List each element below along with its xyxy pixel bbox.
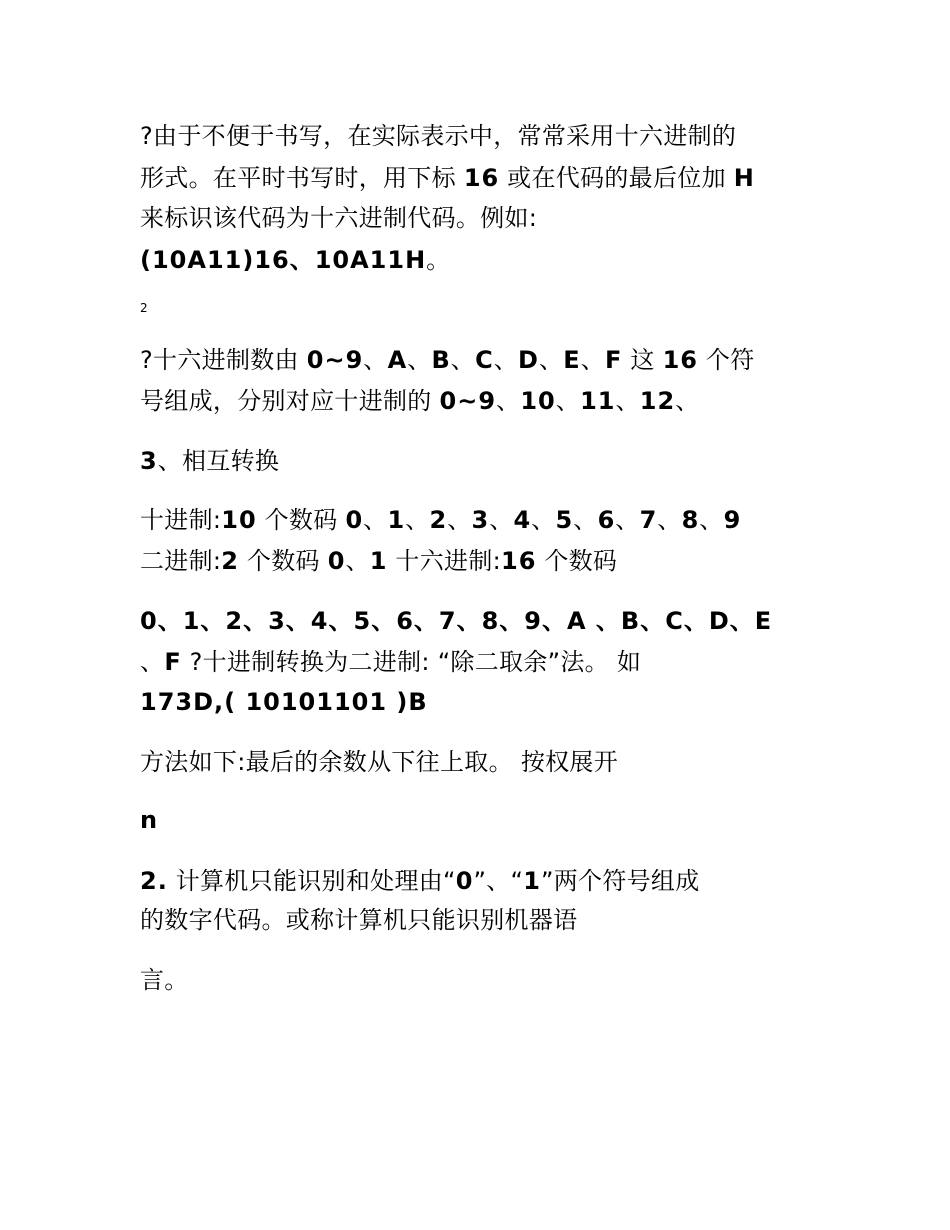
para2-line2 (140, 381, 700, 421)
text: 计算机只能识别和处理由“ (167, 867, 456, 895)
text: 、 (493, 346, 519, 374)
text-bold: 1 (369, 547, 388, 575)
heading-number: 3 (140, 447, 158, 475)
text-bold: 1 (523, 867, 541, 895)
text: 个符 (697, 346, 755, 374)
text: 、 (555, 387, 581, 415)
text-bold: 16 (463, 164, 500, 192)
text-bold: 7 (639, 506, 658, 534)
para8 (140, 960, 189, 1000)
text: 个数码 (536, 547, 618, 575)
text-bold: 6 (597, 506, 616, 534)
text: 方法如下:最后的余数从下往上取。 按权展开 (140, 748, 619, 776)
text-bold: 16 (662, 346, 698, 374)
text-bold: 0 (327, 547, 346, 575)
text-bold: F (605, 346, 623, 374)
text: 的数字代码。或称计算机只能识别机器语 (140, 906, 578, 934)
para3-line1 (140, 500, 741, 540)
text: 、 (580, 346, 605, 374)
text-bold: 3 (471, 506, 490, 534)
text: 个数码 (239, 547, 328, 575)
text-bold: 5 (555, 506, 574, 534)
para3-line2 (140, 541, 617, 581)
para2-line1 (140, 340, 755, 380)
text: 个数码 (256, 506, 346, 534)
text: 或在代码的最后位加 (499, 164, 734, 192)
para1-line1 (140, 116, 736, 156)
para1-line3 (140, 198, 537, 238)
text: 、 (447, 506, 472, 534)
text: ”两个符号组成 (540, 867, 700, 895)
text: ?由于不便于书写，在实际表示中，常常采用十六进制的 (140, 122, 737, 150)
text: 十进制: (140, 506, 222, 534)
para5 (140, 742, 618, 782)
para7-line2 (140, 900, 577, 940)
text: 、 (363, 346, 388, 374)
text-bold: F (164, 648, 182, 676)
text: 形式。在平时书写时，用下标 (140, 164, 464, 192)
text: 、 (573, 506, 598, 534)
text: 。 (426, 246, 451, 274)
para4-line1 (140, 601, 772, 641)
text: ?十进制转换为二进制: “除二取余”法。 如 (181, 648, 642, 676)
section-heading (140, 441, 279, 481)
text: 言。 (140, 966, 189, 994)
text: 、 (699, 506, 724, 534)
text-bold: D (518, 346, 539, 374)
text: ”、“ (473, 867, 524, 895)
text: 、 (496, 387, 521, 415)
text: 、 (450, 346, 476, 374)
text-bold: 0~9 (306, 346, 364, 374)
text: 、 (345, 547, 370, 575)
text: 2 (140, 301, 148, 315)
para4-line3 (140, 682, 428, 722)
text-bold: 0、1、2、3、4、5、6、7、8、9、A 、B、C、D、E (140, 607, 773, 635)
text-bold: 12 (639, 387, 676, 415)
text-bold: 0 (345, 506, 364, 534)
footnote-marker (140, 300, 148, 316)
text: 二进制: (140, 547, 222, 575)
text-bold: A (387, 346, 408, 374)
text: 、 (405, 506, 430, 534)
para1-line2 (140, 158, 755, 198)
text: 、 (407, 346, 432, 374)
text: 号组成，分别对应十进制的 (140, 387, 440, 415)
text-bold: 9 (723, 506, 742, 534)
para4-line2 (140, 642, 641, 682)
text: 来标识该代码为十六进制代码。例如: (140, 204, 538, 232)
text: 、 (675, 387, 700, 415)
text-bold: 4 (513, 506, 532, 534)
text-bold: 8 (681, 506, 700, 534)
para1-line4 (140, 240, 450, 280)
text: 、 (615, 506, 640, 534)
text-bold: 16 (501, 547, 537, 575)
text-bold: (10A11)16、10A11H (140, 246, 427, 274)
text-bold: 2 (221, 547, 239, 575)
text-bold: 0 (455, 867, 474, 895)
text-bold: B (431, 346, 451, 374)
text: 、 (615, 387, 640, 415)
para7-line1 (140, 861, 700, 901)
para6 (140, 800, 158, 840)
text: 、 (140, 648, 165, 676)
text: 、 (531, 506, 556, 534)
text: 、 (489, 506, 514, 534)
text-bold: 10 (221, 506, 257, 534)
text-bold: 0~9 (439, 387, 497, 415)
text-bold: 2 (429, 506, 448, 534)
text-bold: n (140, 806, 159, 834)
text-bold: C (475, 346, 494, 374)
text: 这 (622, 346, 663, 374)
text-bold: 2. (140, 867, 168, 895)
text: ?十六进制数由 (140, 346, 307, 374)
text: 、 (363, 506, 388, 534)
text-bold: 10 (520, 387, 556, 415)
text-bold: 173D,( 10101101 )B (140, 688, 428, 716)
text-bold: 1 (387, 506, 406, 534)
text: 十六进制: (387, 547, 501, 575)
text: 、 (538, 346, 564, 374)
text-bold: 11 (580, 387, 616, 415)
text-bold: H (733, 164, 755, 192)
text-bold: E (563, 346, 581, 374)
heading-text: 、相互转换 (157, 447, 280, 475)
text: 、 (657, 506, 682, 534)
